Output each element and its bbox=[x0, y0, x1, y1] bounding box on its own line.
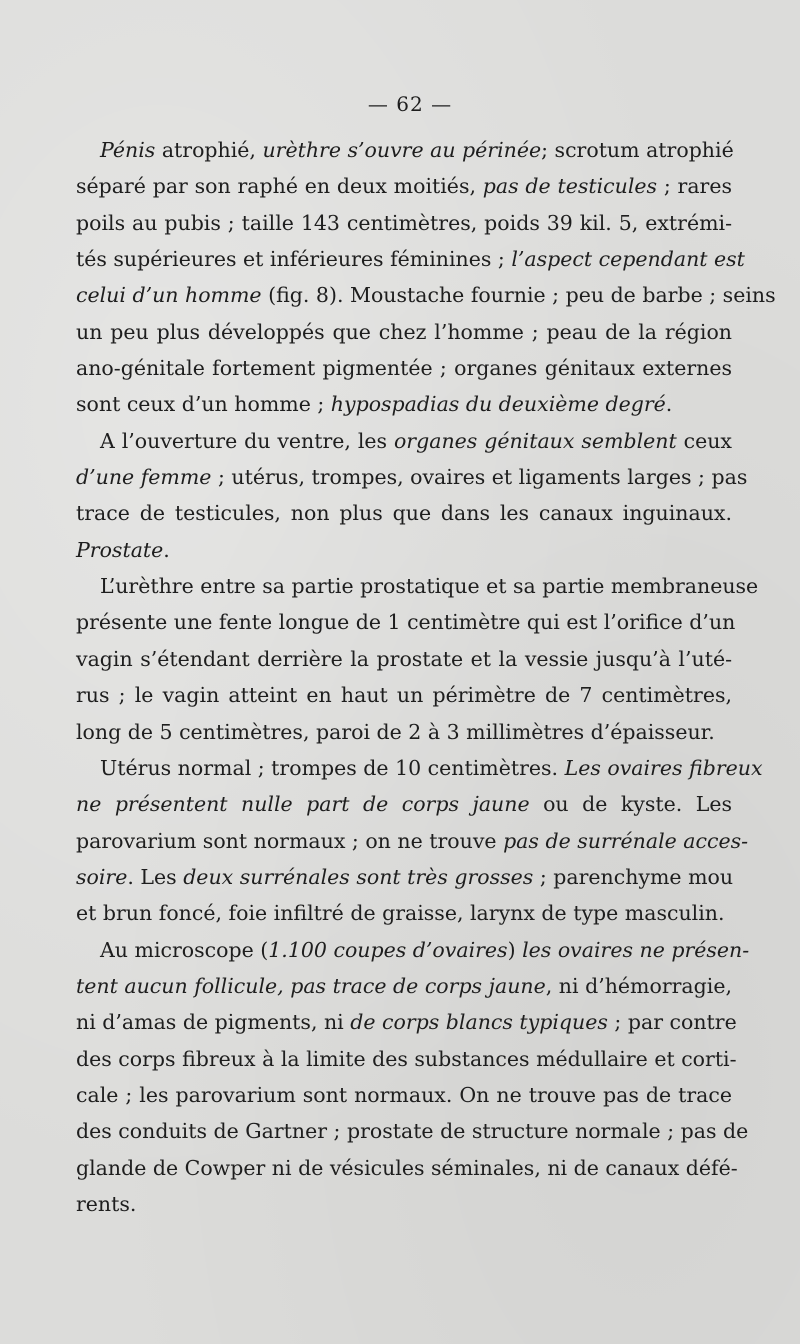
text-line bbox=[76, 968, 732, 1004]
text-segment: ou de kyste. Les bbox=[529, 792, 732, 817]
text-segment: L’urèthre entre sa partie prostatique et sa partie membraneuse bbox=[100, 574, 759, 599]
text-segment: présente une fente longue de 1 centimètre qui est l’orifice d’un bbox=[76, 610, 736, 635]
text-line bbox=[76, 532, 732, 568]
text-segment: des conduits de Gartner ; prostate de structure normale ; pas de bbox=[76, 1119, 749, 1144]
text-segment: ni d’amas de pigments, ni bbox=[76, 1010, 351, 1035]
text-line bbox=[76, 895, 732, 931]
text-line bbox=[76, 1077, 732, 1113]
text-segment: tés supérieures et inférieures féminines ; bbox=[76, 247, 512, 272]
italic-text: 1.100 coupes d’ovaires bbox=[268, 937, 508, 962]
text-line bbox=[76, 132, 732, 168]
text-line bbox=[76, 859, 732, 895]
text-segment: (fig. 8). Moustache fournie ; peu de barbe ; seins bbox=[261, 283, 776, 308]
text-segment: . Les bbox=[127, 864, 184, 889]
text-segment: Au microscope ( bbox=[100, 937, 269, 962]
italic-text: celui d’un homme bbox=[76, 283, 262, 308]
text-segment: long de 5 centimètres, paroi de 2 à 3 millimètres d’épaisseur. bbox=[76, 719, 715, 744]
text-line bbox=[76, 459, 748, 495]
text-line bbox=[76, 350, 732, 386]
text-line bbox=[76, 168, 732, 204]
text-line bbox=[76, 1150, 738, 1186]
italic-text: d’une femme bbox=[76, 465, 212, 490]
text-line bbox=[76, 386, 732, 422]
text-segment: A l’ouverture du ventre, les bbox=[100, 428, 394, 453]
text-line bbox=[76, 423, 732, 459]
text-segment: , ni d’hémorragie, bbox=[545, 973, 732, 998]
text-segment: ; par contre bbox=[607, 1010, 737, 1035]
italic-text: ne présentent nulle part de corps jaune bbox=[76, 792, 530, 817]
text-segment: des corps fibreux à la limite des substances médullaire et corti- bbox=[76, 1046, 737, 1071]
text-segment: ; parenchyme mou bbox=[533, 864, 734, 889]
text-line bbox=[76, 241, 745, 277]
text-line bbox=[76, 641, 732, 677]
italic-text: Les ovaires fibreux bbox=[564, 755, 763, 780]
text-segment: rus ; le vagin atteint en haut un périmètre de 7 centimètres, bbox=[76, 683, 732, 708]
text-line bbox=[76, 205, 732, 241]
text-segment: sont ceux d’un homme ; bbox=[76, 392, 331, 417]
italic-text: soire bbox=[76, 864, 128, 889]
text-segment: ; utérus, trompes, ovaires et ligaments larges ; pas bbox=[211, 465, 748, 490]
text-segment: un peu plus développés que chez l’homme ; peau de la région bbox=[76, 319, 732, 344]
text-line bbox=[76, 1041, 737, 1077]
text-line bbox=[76, 1186, 732, 1222]
text-segment: ; scrotum atrophié bbox=[541, 138, 734, 162]
italic-text: Prostate bbox=[76, 537, 164, 562]
italic-text: pas de testicules bbox=[482, 174, 658, 199]
text-segment: poils au pubis ; taille 143 centimètres, poids 39 kil. 5, extrémi- bbox=[76, 210, 732, 235]
italic-text: hypospadias du deuxième degré bbox=[330, 392, 666, 417]
text-segment: ) bbox=[507, 937, 523, 962]
italic-text: organes génitaux semblent bbox=[393, 428, 677, 453]
italic-text: de corps blancs typiques bbox=[350, 1010, 608, 1035]
text-segment: ano-génitale fortement pigmentée ; organes génitaux externes bbox=[76, 356, 732, 381]
body-text bbox=[76, 132, 776, 1222]
text-segment: ceux bbox=[676, 428, 732, 453]
italic-text: les ovaires ne présen- bbox=[522, 937, 750, 962]
text-segment: Utérus normal ; trompes de 10 centimètres. bbox=[100, 755, 565, 780]
text-line bbox=[76, 314, 732, 350]
text-line bbox=[76, 714, 732, 750]
text-line bbox=[76, 750, 763, 786]
text-line bbox=[76, 932, 750, 968]
italic-text: deux surrénales sont très grosses bbox=[183, 864, 534, 889]
text-segment: ; rares bbox=[657, 174, 732, 199]
text-line bbox=[76, 1113, 749, 1149]
text-line bbox=[76, 823, 749, 859]
text-segment: trace de testicules, non plus que dans les canaux inguinaux. bbox=[76, 501, 732, 526]
text-segment: vagin s’étendant derrière la prostate et la vessie jusqu’à l’uté- bbox=[76, 646, 732, 671]
page-number: — 62 — bbox=[367, 92, 453, 116]
text-segment: rents. bbox=[76, 1191, 137, 1216]
text-line bbox=[76, 277, 776, 313]
text-segment: . bbox=[665, 392, 673, 417]
text-segment: et brun foncé, foie infiltré de graisse, larynx de type masculin. bbox=[76, 901, 725, 926]
text-segment: glande de Cowper ni de vésicules séminales, ni de canaux défé- bbox=[76, 1155, 738, 1180]
text-line bbox=[76, 1004, 737, 1040]
text-segment: séparé par son raphé en deux moitiés, bbox=[76, 174, 483, 199]
text-line bbox=[76, 495, 732, 531]
text-segment: atrophié, bbox=[155, 138, 263, 162]
text-segment: . bbox=[163, 537, 170, 562]
italic-text: urèthre s’ouvre au périnée bbox=[262, 138, 542, 162]
text-segment: cale ; les parovarium sont normaux. On ne trouve pas de trace bbox=[76, 1082, 732, 1107]
text-line bbox=[76, 568, 759, 604]
italic-text: l’aspect cependant est bbox=[511, 247, 745, 272]
italic-text: Pénis bbox=[100, 138, 156, 162]
italic-text: tent aucun follicule, pas trace de corps jaune bbox=[76, 973, 546, 998]
text-segment: parovarium sont normaux ; on ne trouve bbox=[76, 828, 504, 853]
italic-text: pas de surrénale acces- bbox=[503, 828, 749, 853]
text-line bbox=[76, 786, 732, 822]
text-line bbox=[76, 677, 732, 713]
text-line bbox=[76, 604, 736, 640]
